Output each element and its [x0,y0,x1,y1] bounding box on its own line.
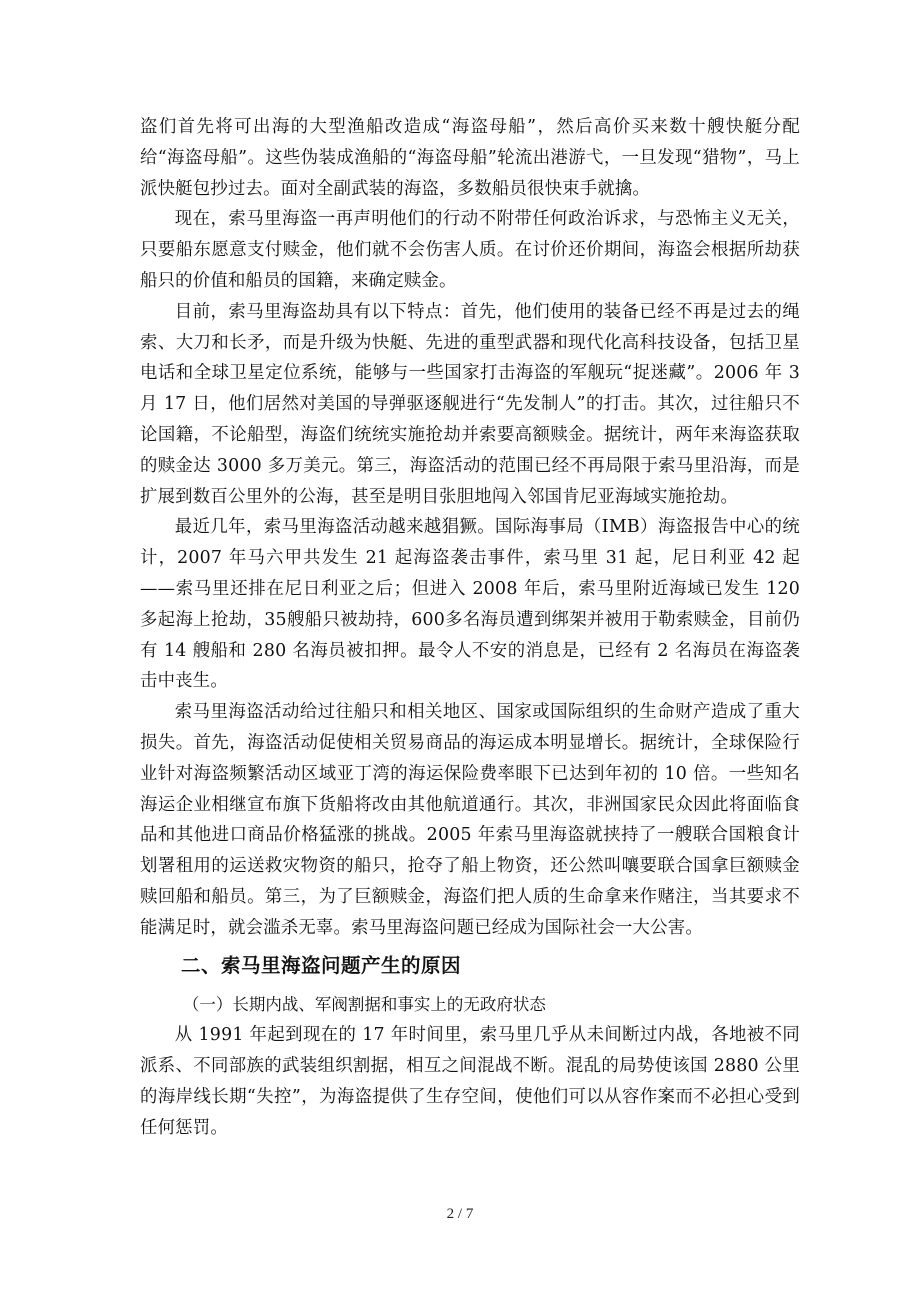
subsection-heading: （一）长期内战、军阀割据和事实上的无政府状态 [182,994,546,1014]
paragraph-statistics: 最近几年，索马里海盗活动越来越猖獗。国际海事局（IMB）海盗报告中心的统计，2007 年马六甲共发生 21 起海盗袭击事件，索马里 31 起，尼日利亚 42 起——索马里还排在尼日利亚之后；但进入 2008 年后，索马里附近海域已发生 120 多起海上抢劫，35艘船只被劫持，600多名海员遭到绑架并被用于勒索赎金，目前仍有 14 艘船和 280 名海员被扣押。最令人不安的消息是，已经有 2 名海员在海盗袭击中丧生。 [140,517,800,692]
paragraph-ransom: 现在，索马里海盗一再声明他们的行动不附带任何政治诉求，与恐怖主义无关，只要船东愿意支付赎金，他们就不会伤害人质。在讨价还价期间，海盗会根据所劫获船只的价值和船员的国籍，来确定赎金。 [140,209,800,291]
paragraph-continuation: 盗们首先将可出海的大型渔船改造成“海盗母船”，然后高价买来数十艘快艇分配给“海盗母船”。这些伪装成渔船的“海盗母船”轮流出港游弋，一旦发现“猎物”，马上派快艇包抄过去。面对全副武装的海盗，多数船员很快束手就擒。 [140,117,800,199]
section-heading: 二、索马里海盗问题产生的原因 [180,953,461,977]
page-number: 2 / 7 [446,1206,474,1222]
paragraph-losses: 索马里海盗活动给过往船只和相关地区、国家或国际组织的生命财产造成了重大损失。首先，海盗活动促使相关贸易商品的海运成本明显增长。据统计，全球保险行业针对海盗频繁活动区域亚丁湾的海运保险费率眼下已达到年初的 10 倍。一些知名海运企业相继宣布旗下货船将改由其他航道通行。其次，非洲国家民众因此将面临食品和其他进口商品价格猛涨的挑战。2005 年索马里海盗就挟持了一艘联合国粮食计划署租用的运送救灾物资的船只，抢夺了船上物资，还公然叫嚷要联合国拿巨额赎金赎回船和船员。第三，为了巨额赎金，海盗们把人质的生命拿来作赌注，当其要求不能满足时，就会滥杀无辜。索马里海盗问题已经成为国际社会一大公害。 [140,702,800,938]
document-body [140,112,800,1144]
paragraph-characteristics: 目前，索马里海盗劫具有以下特点：首先，他们使用的装备已经不再是过去的绳索、大刀和长矛，而是升级为快艇、先进的重型武器和现代化高科技设备，包括卫星电话和全球卫星定位系统，能够与一些国家打击海盗的军舰玩“捉迷藏”。2006 年 3 月 17 日，他们居然对美国的导弹驱逐舰进行“先发制人”的打击。其次，过往船只不论国籍，不论船型，海盗们统统实施抢劫并索要高额赎金。据统计，两年来海盗获取的赎金达 3000 多万美元。第三，海盗活动的范围已经不再局限于索马里沿海，而是扩展到数百公里外的公海，甚至是明目张胆地闯入邻国肯尼亚海域实施抢劫。 [140,301,800,507]
paragraph-civil-war: 从 1991 年起到现在的 17 年时间里，索马里几乎从未间断过内战，各地被不同派系、不同部族的武装组织割据，相互之间混战不断。混乱的局势使该国 2880 公里的海岸线长期“失控”，为海盗提供了生存空间，使他们可以从容作案而不必担心受到任何惩罚。 [140,1025,800,1138]
